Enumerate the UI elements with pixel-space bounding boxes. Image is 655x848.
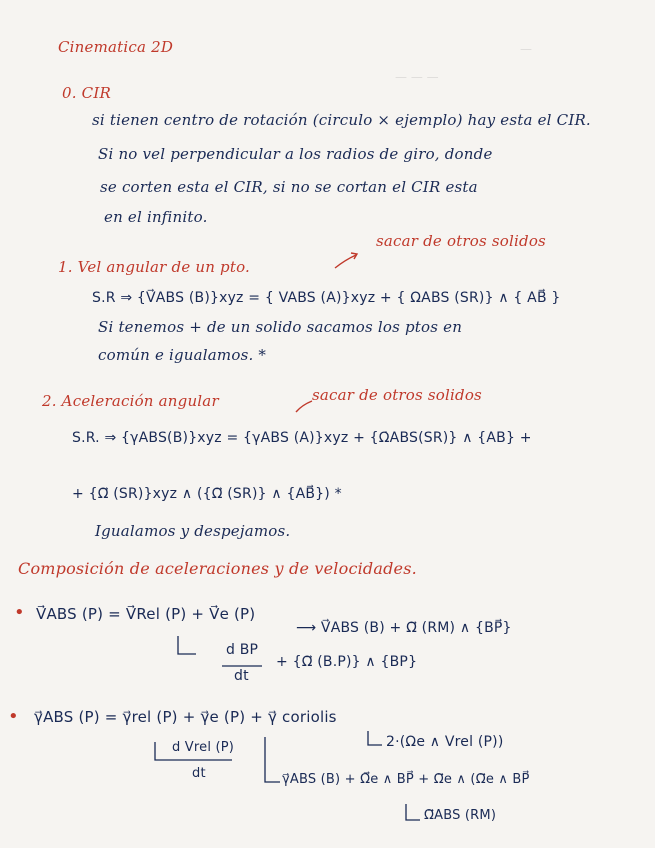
coriolis-term: 2·(Ωe ∧ Vrel (P)) bbox=[386, 734, 504, 750]
fraction-denominator: dt bbox=[234, 668, 249, 684]
text-line: si tienen centro de rotación (circulo × ejemplo) hay esta el CIR. bbox=[92, 111, 591, 129]
text-line: se corten esta el CIR, si no se cortan el CIR esta bbox=[100, 178, 478, 196]
section-heading-angular-velocity: 1. Vel angular de un pto. bbox=[58, 258, 251, 276]
acceleration-equation-line2: + {Ω⃗ (SR)}xyz ∧ ({Ω⃗ (SR)} ∧ {AB⃗}) * bbox=[72, 486, 342, 502]
bullet-icon: • bbox=[14, 602, 25, 623]
page-title: Cinematica 2D bbox=[58, 38, 174, 56]
text-line: Igualamos y despejamos. bbox=[95, 522, 291, 540]
fraction-numerator: d BP bbox=[226, 642, 259, 658]
bleed-through: — bbox=[520, 42, 532, 56]
text-line: en el infinito. bbox=[104, 208, 208, 226]
side-note: sacar de otros solidos bbox=[312, 386, 482, 404]
text-line: común e igualamos. * bbox=[98, 346, 267, 364]
acceleration-composition-equation: γ⃗ABS (P) = γ⃗rel (P) + γ⃗e (P) + γ⃗ coriolis bbox=[34, 708, 337, 726]
velocity-equation: S.R ⇒ {V⃗ABS (B)}xyz = { VABS (A)}xyz + { ΩABS (SR)} ∧ { AB⃗ } bbox=[92, 290, 561, 306]
fraction-numerator: d Vrel (P) bbox=[172, 740, 235, 755]
section-heading-angular-acceleration: 2. Aceleración angular bbox=[42, 392, 219, 410]
velocity-branch: + {Ω⃗ (B.P)} ∧ {BP} bbox=[276, 654, 418, 670]
bleed-through: — — — bbox=[395, 70, 439, 84]
fraction-denominator: dt bbox=[192, 766, 206, 781]
section-heading-cir: 0. CIR bbox=[62, 84, 111, 102]
acceleration-equation-line1: S.R. ⇒ {γABS(B)}xyz = {γABS (A)}xyz + {Ω̇ABS(SR)} ∧ {AB} + bbox=[72, 430, 532, 446]
text-line: Si no vel perpendicular a los radios de giro, donde bbox=[98, 145, 493, 163]
text-line: Si tenemos + de un solido sacamos los ptos en bbox=[98, 318, 463, 336]
omega-abs-term: Ω⃗ABS (RM) bbox=[424, 808, 497, 823]
drag-acceleration-term: γ⃗ABS (B) + Ω̇⃗e ∧ BP⃗ + Ω⃗e ∧ (Ω⃗e ∧ BP⃗ bbox=[282, 772, 530, 787]
velocity-composition-equation: V⃗ABS (P) = V⃗Rel (P) + V⃗e (P) bbox=[36, 605, 256, 623]
velocity-branch: ⟶ V⃗ABS (B) + Ω⃗ (RM) ∧ {BP⃗} bbox=[296, 620, 512, 636]
section-heading-composition: Composición de aceleraciones y de velocidades. bbox=[18, 559, 417, 578]
bullet-icon: • bbox=[8, 706, 19, 727]
side-note: sacar de otros solidos bbox=[376, 232, 546, 250]
